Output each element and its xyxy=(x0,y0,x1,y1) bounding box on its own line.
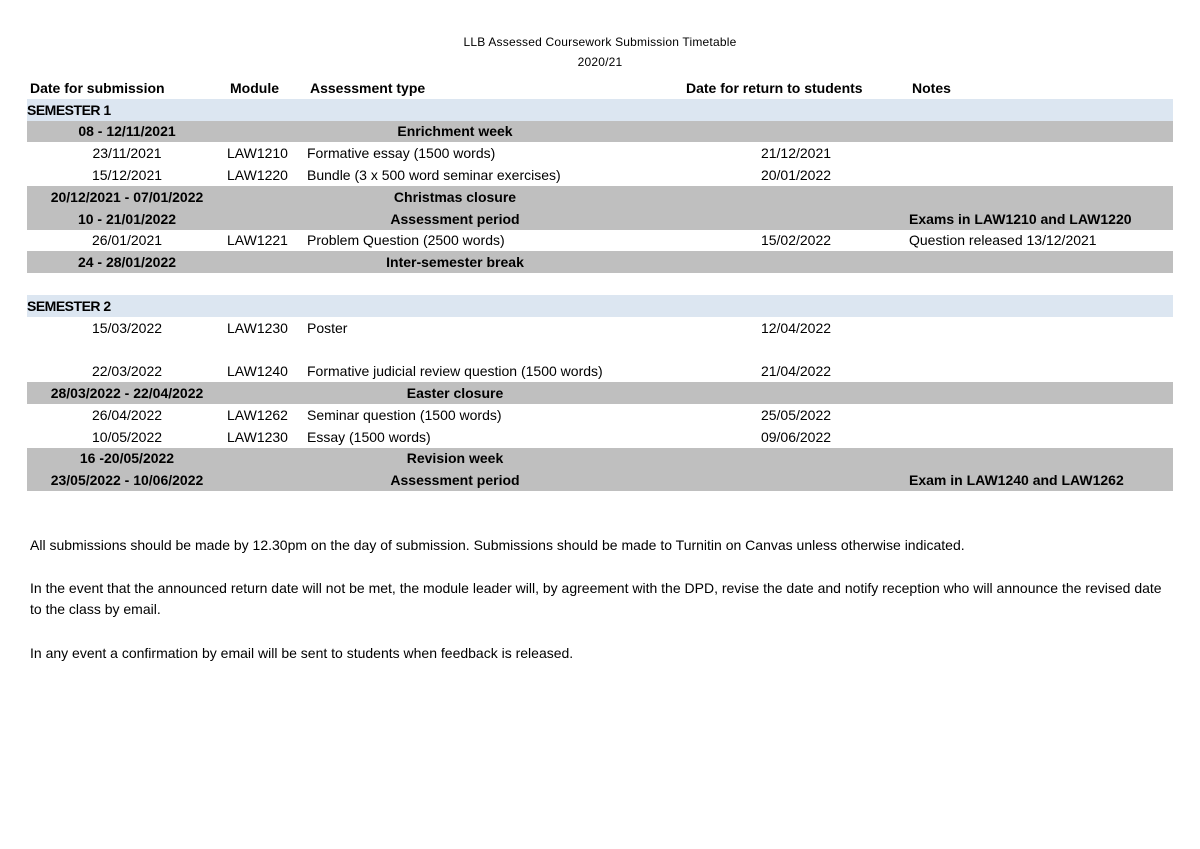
return-date: 20/01/2022 xyxy=(760,167,832,184)
row-notes: Question released 13/12/2021 xyxy=(909,232,1097,249)
period-date: 20/12/2021 - 07/01/2022 xyxy=(27,186,227,208)
return-date: 21/04/2022 xyxy=(760,363,832,380)
semester-1-row xyxy=(27,99,1173,121)
academic-year: 2020/21 xyxy=(577,55,623,69)
header-row xyxy=(27,77,1173,99)
return-date: 15/02/2022 xyxy=(760,232,832,249)
period-row xyxy=(27,121,1173,143)
period-event: Assessment period xyxy=(227,469,683,491)
submission-row xyxy=(27,230,1173,252)
submission-date: 26/01/2021 xyxy=(91,232,163,249)
row-notes xyxy=(909,164,1173,186)
period-date: 10 - 21/01/2022 xyxy=(27,208,227,230)
feedback-confirmation-note: In any event a confirmation by email will be sent to students when feedback is released. xyxy=(30,645,574,661)
period-notes: Exam in LAW1240 and LAW1262 xyxy=(909,469,1173,491)
period-date: 24 - 28/01/2022 xyxy=(27,251,227,273)
row-notes xyxy=(909,404,1173,426)
submission-row xyxy=(27,317,1173,339)
period-event: Christmas closure xyxy=(227,186,683,208)
header-module: Module xyxy=(230,79,279,96)
period-notes xyxy=(909,251,1173,273)
submission-date: 26/04/2022 xyxy=(91,406,163,423)
submission-row xyxy=(27,164,1173,186)
assessment-type: Poster xyxy=(307,319,348,336)
period-row xyxy=(27,186,1173,208)
period-date: 23/05/2022 - 10/06/2022 xyxy=(27,469,227,491)
period-event: Inter-semester break xyxy=(227,251,683,273)
period-date: 08 - 12/11/2021 xyxy=(27,121,227,143)
submission-date: 10/05/2022 xyxy=(91,428,163,445)
submission-date: 23/11/2021 xyxy=(92,145,162,162)
document-title: LLB Assessed Coursework Submission Timetable xyxy=(463,35,737,49)
period-date: 16 -20/05/2022 xyxy=(27,448,227,470)
submission-date: 22/03/2022 xyxy=(91,363,163,380)
return-date: 21/12/2021 xyxy=(760,145,832,162)
header-type: Assessment type xyxy=(310,79,426,96)
header-return: Date for return to students xyxy=(686,79,863,96)
module-code: LAW1230 xyxy=(227,319,288,336)
period-notes xyxy=(909,382,1173,404)
submission-row xyxy=(27,142,1173,164)
semester-1-label: SEMESTER 1 xyxy=(27,99,227,121)
return-date-policy: In the event that the announced return date will not be met, the module leader will, by agreement with the DPD, revise the date and notify reception who will announce the revised date to the class by email. xyxy=(30,580,1162,617)
assessment-type: Bundle (3 x 500 word seminar exercises) xyxy=(307,167,561,184)
spacer-row xyxy=(27,273,1173,295)
return-date: 09/06/2022 xyxy=(760,428,832,445)
assessment-type: Essay (1500 words) xyxy=(307,428,431,445)
row-notes xyxy=(909,142,1173,164)
assessment-type: Formative judicial review question (1500 words) xyxy=(307,363,603,380)
period-row xyxy=(27,251,1173,273)
module-code: LAW1240 xyxy=(227,363,288,380)
return-date: 12/04/2022 xyxy=(760,319,832,336)
row-notes xyxy=(909,317,1173,339)
module-code: LAW1262 xyxy=(227,406,288,423)
header-date: Date for submission xyxy=(30,79,165,96)
period-notes: Exams in LAW1210 and LAW1220 xyxy=(909,208,1173,230)
semester-2-label: SEMESTER 2 xyxy=(27,295,227,317)
period-row xyxy=(27,469,1173,491)
submission-date: 15/12/2021 xyxy=(91,167,163,184)
submission-date: 15/03/2022 xyxy=(91,319,163,336)
return-date: 25/05/2022 xyxy=(760,406,832,423)
submission-row xyxy=(27,360,1173,382)
period-notes xyxy=(909,121,1173,143)
submission-row xyxy=(27,404,1173,426)
submission-instructions: All submissions should be made by 12.30pm on the day of submission. Submissions should be made to Turnitin on Canvas unless otherwise indicated. xyxy=(30,537,965,553)
module-code: LAW1220 xyxy=(227,167,288,184)
assessment-type: Formative essay (1500 words) xyxy=(307,145,496,162)
row-notes xyxy=(909,426,1173,448)
header-notes: Notes xyxy=(912,79,951,96)
assessment-type: Problem Question (2500 words) xyxy=(307,232,505,249)
period-row xyxy=(27,208,1173,230)
spacer-row xyxy=(27,339,1173,361)
period-date: 28/03/2022 - 22/04/2022 xyxy=(27,382,227,404)
module-code: LAW1230 xyxy=(227,428,288,445)
period-notes xyxy=(909,448,1173,470)
period-event: Revision week xyxy=(227,448,683,470)
row-notes xyxy=(909,360,1173,382)
semester-2-row xyxy=(27,295,1173,317)
period-event: Easter closure xyxy=(227,382,683,404)
period-notes xyxy=(909,186,1173,208)
assessment-type: Seminar question (1500 words) xyxy=(307,406,502,423)
period-event: Enrichment week xyxy=(227,121,683,143)
module-code: LAW1221 xyxy=(227,232,288,249)
period-event: Assessment period xyxy=(227,208,683,230)
period-row xyxy=(27,448,1173,470)
period-row xyxy=(27,382,1173,404)
submission-timetable xyxy=(27,77,1173,491)
module-code: LAW1210 xyxy=(227,145,288,162)
submission-row xyxy=(27,426,1173,448)
